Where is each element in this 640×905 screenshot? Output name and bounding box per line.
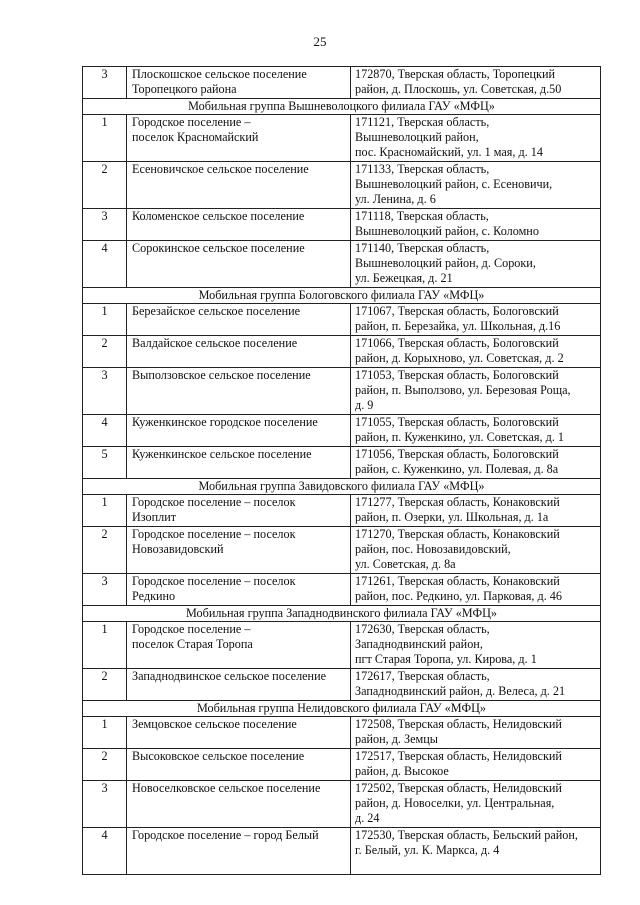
address [351,241,601,288]
settlement-name-line: Новоселковское сельское поселение [132,781,321,795]
address-line: район, п. Озерки, ул. Школьная, д. 1а [355,510,549,524]
settlement-name-line: Городское поселение – [132,622,251,636]
address [351,162,601,209]
row-number: 2 [83,749,127,781]
address [351,368,601,415]
table-row [83,115,601,162]
address-line: Западнодвинский район, [355,637,483,651]
group-title: Мобильная группа Бологовского филиала ГАУ «МФЦ» [83,288,601,304]
settlement-name-line: поселок Старая Торопа [132,637,253,651]
settlement-name [127,527,351,574]
settlement-name-line: Есеновичское сельское поселение [132,162,309,176]
settlement-name-line: поселок Красномайский [132,130,259,144]
settlement-name [127,304,351,336]
settlement-name-line: Сорокинское сельское поселение [132,241,305,255]
address [351,209,601,241]
address [351,717,601,749]
address-line: 171067, Тверская область, Бологовский [355,304,559,318]
group-header-row [83,479,601,495]
settlement-name [127,717,351,749]
table-row [83,368,601,415]
page-number: 25 [313,34,327,49]
settlement-name [127,828,351,875]
address [351,495,601,527]
address-line: район, с. Куженкино, ул. Полевая, д. 8а [355,462,559,476]
settlement-name-line: Березайское сельское поселение [132,304,301,318]
address-line: район, д. Высокое [355,764,449,778]
row-number: 4 [83,415,127,447]
row-number: 3 [83,574,127,606]
group-header-row [83,99,601,115]
settlement-name-line: Изоплит [132,510,177,524]
settlement-name-line: Западнодвинское сельское поселение [132,669,327,683]
settlement-name-line: Выползовское сельское поселение [132,368,311,382]
row-number: 3 [83,781,127,828]
row-number: 1 [83,622,127,669]
settlement-name [127,669,351,701]
address [351,115,601,162]
table-row [83,241,601,288]
row-number: 3 [83,368,127,415]
address-line: 171277, Тверская область, Конаковский [355,495,560,509]
address [351,336,601,368]
address-line: 172530, Тверская область, Бельский район, [355,828,578,842]
settlement-name-line: Земцовское сельское поселение [132,717,297,731]
address-line: Западнодвинский район, д. Велеса, д. 21 [355,684,566,698]
settlement-name-line: Городское поселение – поселок [132,495,296,509]
table-row [83,336,601,368]
settlement-name-line: Высоковское сельское поселение [132,749,305,763]
address-line: 171055, Тверская область, Бологовский [355,415,559,429]
settlement-name-line: Редкино [132,589,176,603]
address-line: д. 24 [355,811,380,825]
table-row [83,447,601,479]
address-line: 172630, Тверская область, [355,622,490,636]
address-line: Вышневолоцкий район, с. Есеновичи, [355,177,553,191]
address-line: пгт Старая Торопа, ул. Кирова, д. 1 [355,652,537,666]
address-line: район, пос. Новозавидовский, [355,542,511,556]
settlement-name [127,241,351,288]
settlement-name [127,115,351,162]
address-line: район, д. Корыхново, ул. Советская, д. 2 [355,351,564,365]
group-header-row [83,606,601,622]
address-line: 172517, Тверская область, Нелидовский [355,749,562,763]
table-row [83,717,601,749]
address [351,447,601,479]
row-number: 2 [83,162,127,209]
address-line: пос. Красномайский, ул. 1 мая, д. 14 [355,145,543,159]
settlement-name-line: Новозавидовский [132,542,224,556]
address [351,67,601,99]
address [351,622,601,669]
address-line: 172870, Тверская область, Торопецкий [355,67,555,81]
address [351,415,601,447]
settlement-name [127,415,351,447]
settlement-name-line: Плоскошское сельское поселение [132,67,307,81]
address-line: 171053, Тверская область, Бологовский [355,368,559,382]
address-line: Вышневолоцкий район, д. Сороки, [355,256,536,270]
address [351,781,601,828]
settlement-name-line: Городское поселение – [132,115,251,129]
group-title: Мобильная группа Завидовского филиала ГАУ «МФЦ» [83,479,601,495]
address-line: район, п. Куженкино, ул. Советская, д. 1 [355,430,565,444]
group-title: Мобильная группа Вышневолоцкого филиала ГАУ «МФЦ» [83,99,601,115]
address-line: район, п. Березайка, ул. Школьная, д.16 [355,319,561,333]
settlement-name [127,209,351,241]
address-line: д. 9 [355,398,374,412]
address [351,828,601,875]
row-number: 4 [83,241,127,288]
table-row [83,749,601,781]
group-title: Мобильная группа Нелидовского филиала ГАУ «МФЦ» [83,701,601,717]
row-number: 2 [83,527,127,574]
table-body [83,67,601,875]
settlement-name-line: Куженкинское городское поселение [132,415,318,429]
address-line: г. Белый, ул. К. Маркса, д. 4 [355,843,500,857]
table-row [83,415,601,447]
settlement-name [127,67,351,99]
address-line: ул. Бежецкая, д. 21 [355,271,453,285]
address-line: 171056, Тверская область, Бологовский [355,447,559,461]
table-row [83,828,601,875]
blank-line [355,858,598,873]
settlement-name [127,749,351,781]
address-line: Вышневолоцкий район, с. Коломно [355,224,539,238]
address-line: 171270, Тверская область, Конаковский [355,527,560,541]
table-row [83,162,601,209]
address-line: 172617, Тверская область, [355,669,490,683]
table-row [83,209,601,241]
address [351,304,601,336]
address [351,527,601,574]
group-header-row [83,701,601,717]
row-number: 1 [83,304,127,336]
table-row [83,622,601,669]
settlement-name-line: Городское поселение – город Белый [132,828,319,842]
address-line: ул. Советская, д. 8а [355,557,456,571]
table-row [83,669,601,701]
settlement-name [127,622,351,669]
address-line: 171261, Тверская область, Конаковский [355,574,560,588]
table-row [83,67,601,99]
address-line: 171140, Тверская область, [355,241,490,255]
address-line: район, пос. Редкино, ул. Парковая, д. 46 [355,589,562,603]
settlement-name [127,368,351,415]
row-number: 2 [83,336,127,368]
settlement-name-line: Коломенское сельское поселение [132,209,305,223]
mfc-locations-table [82,66,601,875]
table-row [83,574,601,606]
address-line: район, д. Плоскошь, ул. Советская, д.50 [355,82,562,96]
table-row [83,495,601,527]
settlement-name [127,495,351,527]
address-line: 171118, Тверская область, [355,209,489,223]
row-number: 5 [83,447,127,479]
row-number: 2 [83,669,127,701]
address-line: 172502, Тверская область, Нелидовский [355,781,562,795]
row-number: 3 [83,209,127,241]
table-row [83,781,601,828]
address-line: 171121, Тверская область, [355,115,490,129]
address-line: район, д. Земцы [355,732,438,746]
group-header-row [83,288,601,304]
table-row [83,304,601,336]
settlement-name-line: Торопецкого района [132,82,237,96]
address-line: район, д. Новоселки, ул. Центральная, [355,796,555,810]
row-number: 3 [83,67,127,99]
address-line: район, п. Выползово, ул. Березовая Роща, [355,383,571,397]
settlement-name [127,336,351,368]
settlement-name [127,162,351,209]
address [351,749,601,781]
settlement-name-line: Куженкинское сельское поселение [132,447,312,461]
address-line: 172508, Тверская область, Нелидовский [355,717,562,731]
address [351,669,601,701]
settlement-name-line: Городское поселение – поселок [132,574,296,588]
address [351,574,601,606]
settlement-name-line: Валдайское сельское поселение [132,336,298,350]
address-line: ул. Ленина, д. 6 [355,192,436,206]
row-number: 1 [83,495,127,527]
settlement-name [127,574,351,606]
group-title: Мобильная группа Западнодвинского филиала ГАУ «МФЦ» [83,606,601,622]
row-number: 1 [83,115,127,162]
address-line: Вышневолоцкий район, [355,130,479,144]
row-number: 4 [83,828,127,875]
table-row [83,527,601,574]
settlement-name [127,447,351,479]
settlement-name [127,781,351,828]
address-line: 171066, Тверская область, Бологовский [355,336,559,350]
settlement-name-line: Городское поселение – поселок [132,527,296,541]
address-line: 171133, Тверская область, [355,162,490,176]
row-number: 1 [83,717,127,749]
